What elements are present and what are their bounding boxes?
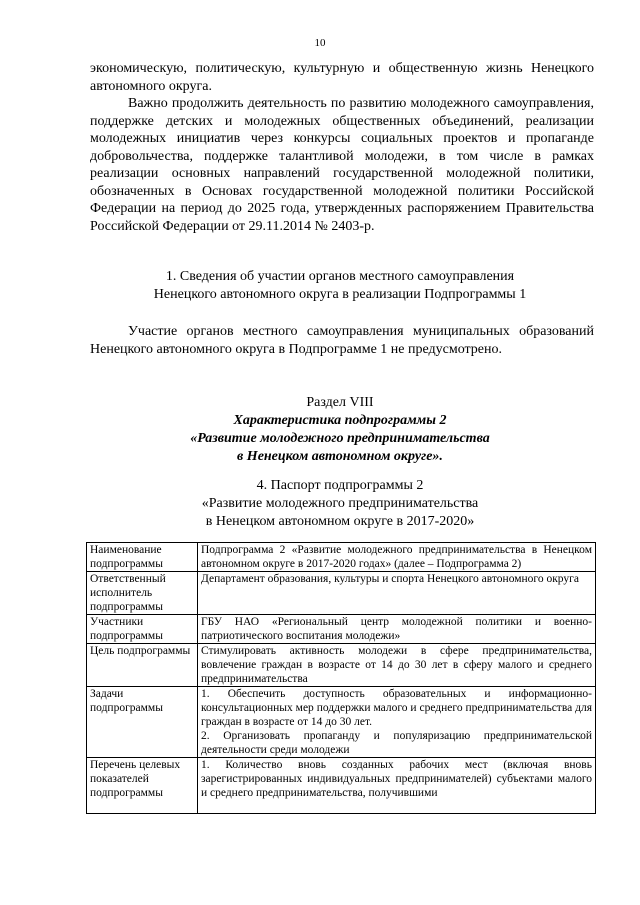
row-value: ГБУ НАО «Региональный центр молодежной политики и военно-патриотического воспитания молодежи» [198,615,596,644]
row-key: Задачи подпрограммы [87,687,198,758]
row-value: Подпрограмма 2 «Развитие молодежного предпринимательства в Ненецком автономном округе в 2017-2020 годах» (далее – Подпрограмма 2) [198,543,596,572]
intro-paragraph-2: Важно продолжить деятельность по развитию молодежного самоуправления, поддержке детских и молодежных общественных объединений, реализации молодежных инициатив через конкурсы социальных проектов и пропаганде добровольчества, поддержке талантливой молодежи, в том числе в рамках реализации основных направлений государственной молодежной политики, обозначенных в Основах государственной молодежной политики Российской Федерации на период до 2025 года, утвержденных распоряжением Правительства Российской Федерации от 29.11.2014 № 2403-р. [90,96,594,234]
table-row [87,543,596,572]
section1-heading-line2: Ненецкого автономного округа в реализации Подпрограммы 1 [153,287,527,302]
section8-subtitle-line1: Характеристика подпрограммы 2 [233,413,447,428]
table-row [87,615,596,644]
passport-table [86,542,596,814]
section1-text-block [90,323,594,358]
row-key: Цель подпрограммы [87,644,198,687]
section1-text: Участие органов местного самоуправления муниципальных образований Ненецкого автономного округа в Подпрограмме 1 не предусмотрено. [90,324,594,357]
task-1: 1. Обеспечить доступность образовательных и информационно-консультационных мер поддержки малого и среднего предпринимательства для граждан в возрасте от 14 до 30 лет. [201,688,592,728]
row-key: Перечень целевых показателей подпрограммы [87,758,198,814]
section8-title: Раздел VIII [306,395,374,410]
table-row [87,758,596,814]
section8-title-block [60,394,620,466]
passport-heading-line1: 4. Паспорт подпрограммы 2 [256,478,424,493]
row-value [198,687,596,758]
section8-subtitle-line2: «Развитие молодежного предпринимательства [190,431,490,446]
row-value [198,758,596,814]
indicators-text: 1. Количество вновь созданных рабочих мест (включая вновь зарегистрированных индивидуальных предпринимателей) субъектами малого и среднего предпринимательства, получившими [201,759,592,799]
intro-block [90,60,594,235]
row-key: Ответственный исполнитель подпрограммы [87,572,198,615]
table-row [87,572,596,615]
section8-subtitle-line3: в Ненецком автономном округе». [237,449,443,464]
page-number: 10 [314,37,326,49]
table-row [87,644,596,687]
row-value: Департамент образования, культуры и спорта Ненецкого автономного округа [198,572,596,615]
passport-heading-line3: в Ненецком автономном округе в 2017-2020» [205,514,475,529]
row-value: Стимулировать активность молодежи в сфере предпринимательства, вовлечение граждан в возрасте от 14 до 30 лет в сферу малого и среднего предпринимательства [198,644,596,687]
section1-heading [60,268,620,304]
row-key: Наименование подпрограммы [87,543,198,572]
passport-heading [60,477,620,531]
section1-heading-line1: 1. Сведения об участии органов местного самоуправления [165,269,515,284]
task-2: 2. Организовать пропаганду и популяризацию предпринимательской деятельности среди молодежи [201,730,592,756]
intro-paragraph-1: экономическую, политическую, культурную и общественную жизнь Ненецкого автономного округа. [90,61,594,94]
table-row [87,687,596,758]
row-key: Участники подпрограммы [87,615,198,644]
passport-heading-line2: «Развитие молодежного предпринимательства [201,496,479,511]
